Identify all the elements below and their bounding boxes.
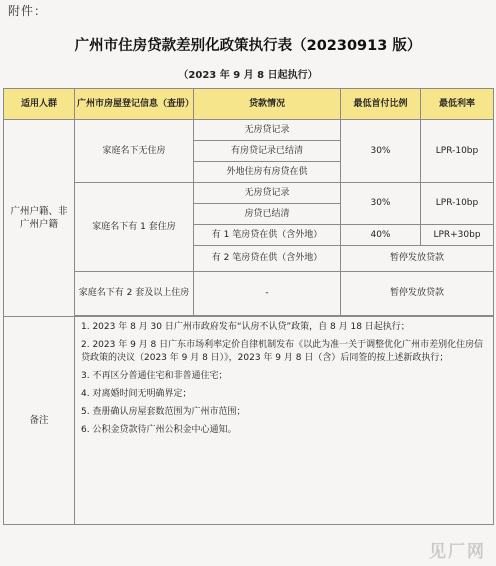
rate-cell: LPR-10bp — [421, 120, 494, 183]
down-payment-cell: 40% — [341, 225, 421, 246]
registry-cell: 家庭名下有 2 套及以上住房 — [75, 272, 194, 316]
page-subtitle: （2023 年 9 月 8 日起执行） — [178, 70, 318, 81]
table-header-row — [4, 89, 494, 120]
note-item: 6. 公积金贷款待广州公积金中心通知。 — [81, 425, 237, 435]
loan-cell: 无房贷记录 — [194, 183, 341, 204]
annex-label: 附件： — [8, 4, 48, 18]
registry-cell: 家庭名下有 1 套住房 — [75, 183, 194, 272]
note-item: 3. 不再区分普通住宅和非普通住宅； — [81, 371, 228, 381]
col-header-down-payment: 最低首付比例 — [341, 89, 421, 120]
note-item: 1. 2023 年 8 月 30 日广州市政府发布“认房不认贷”政策，自 8 月 18 日起执行； — [81, 322, 410, 332]
rate-cell: LPR+30bp — [421, 225, 494, 246]
down-payment-cell: 30% — [341, 120, 421, 183]
col-header-population: 适用人群 — [4, 89, 75, 120]
policy-table — [3, 88, 494, 525]
note-item: 4. 对离婚时间无明确界定； — [81, 389, 192, 399]
col-header-loan: 贷款情况 — [194, 89, 341, 120]
note-item: 5. 查册确认房屋套数范围为广州市范围； — [81, 407, 246, 417]
loan-cell: 无房贷记录 — [194, 120, 341, 141]
down-payment-cell: 30% — [341, 183, 421, 225]
note-item: 2. 2023 年 9 月 8 日广东市场利率定价自律机制发布《以此为准一关于调整优化广州市差别化住房信贷政策的决议（2023 年 9 月 8 日）》，2023 年 9 月 8 日（含）后同签的按上述新政执行； — [81, 340, 484, 363]
notes-row — [4, 317, 494, 525]
table-row — [4, 183, 494, 204]
page-title: 广州市住房贷款差别化政策执行表（20230913 版） — [74, 38, 422, 54]
notes-label: 备注 — [4, 317, 75, 525]
population-cell: 广州户籍、非广州户籍 — [4, 120, 75, 317]
loan-cell: 房贷已结清 — [194, 204, 341, 225]
loan-cell: - — [194, 272, 341, 316]
table-row — [4, 120, 494, 141]
rate-cell: LPR-10bp — [421, 183, 494, 225]
loan-cell: 外地住房有房贷在供 — [194, 162, 341, 183]
registry-cell: 家庭名下无住房 — [75, 120, 194, 183]
col-header-rate: 最低利率 — [421, 89, 494, 120]
notes-cell — [75, 317, 494, 525]
loan-cell: 有 2 笔房贷在供（含外地） — [194, 246, 341, 272]
table-row — [4, 272, 494, 316]
col-header-registry: 广州市房屋登记信息（查册） — [75, 89, 194, 120]
loan-cell: 有房贷记录已结清 — [194, 141, 341, 162]
watermark-logo: 见厂网 — [429, 542, 486, 562]
loan-cell: 有 1 笔房贷在供（含外地） — [194, 225, 341, 246]
suspended-cell: 暂停发放贷款 — [341, 246, 494, 272]
suspended-cell: 暂停发放贷款 — [341, 272, 494, 316]
